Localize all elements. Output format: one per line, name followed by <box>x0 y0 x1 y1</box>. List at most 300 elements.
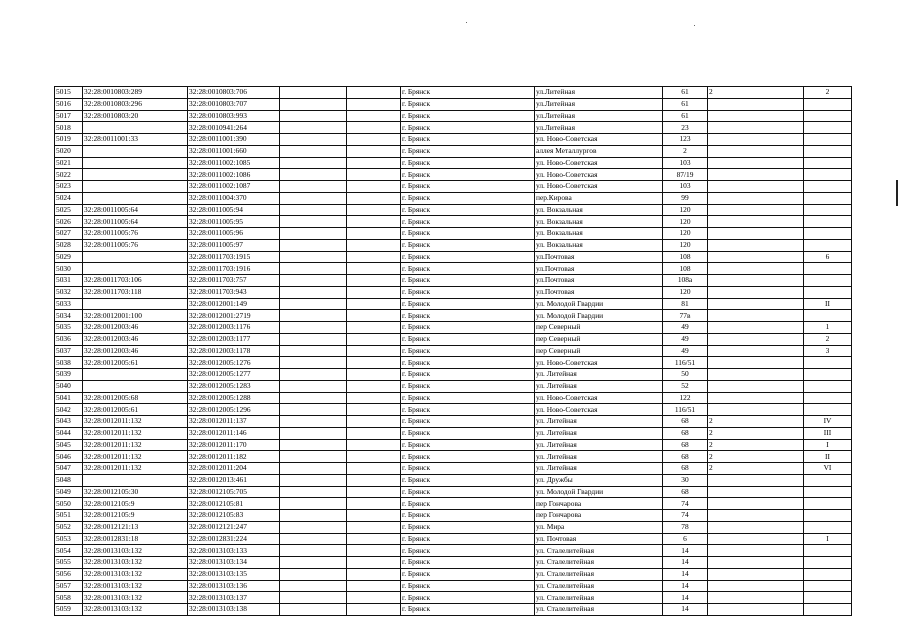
street-cell: ул. Вокзальная <box>535 239 663 251</box>
unit-cell <box>708 404 804 416</box>
city-cell: г. Брянск <box>401 604 535 616</box>
record-number: 5045 <box>55 439 83 451</box>
unit-cell <box>708 380 804 392</box>
empty-cell <box>280 451 347 463</box>
empty-cell <box>347 533 401 545</box>
object-cadastral-number: 32:28:0012005:1277 <box>188 369 280 381</box>
unit-cell <box>708 604 804 616</box>
unit-cell <box>708 545 804 557</box>
house-number-cell: 14 <box>663 568 708 580</box>
page-edge-mark <box>896 180 898 206</box>
city-cell: г. Брянск <box>401 380 535 392</box>
room-cell <box>804 568 852 580</box>
record-number: 5042 <box>55 404 83 416</box>
scan-speck <box>466 22 467 23</box>
object-cadastral-number: 32:28:0012105:81 <box>188 498 280 510</box>
house-number-cell: 120 <box>663 216 708 228</box>
record-number: 5041 <box>55 392 83 404</box>
record-number: 5050 <box>55 498 83 510</box>
street-cell: пер Северный <box>535 322 663 334</box>
record-number: 5032 <box>55 286 83 298</box>
room-cell <box>804 263 852 275</box>
record-number: 5047 <box>55 463 83 475</box>
unit-cell <box>708 239 804 251</box>
street-cell: ул. Ново-Советская <box>535 134 663 146</box>
unit-cell <box>708 310 804 322</box>
street-cell: ул.Почтовая <box>535 263 663 275</box>
record-number: 5021 <box>55 157 83 169</box>
unit-cell <box>708 134 804 146</box>
record-number: 5038 <box>55 357 83 369</box>
street-cell: ул. Литейная <box>535 427 663 439</box>
record-number: 5023 <box>55 181 83 193</box>
city-cell: г. Брянск <box>401 533 535 545</box>
object-cadastral-number: 32:28:0013103:137 <box>188 592 280 604</box>
record-number: 5015 <box>55 87 83 99</box>
table-row <box>55 533 852 545</box>
house-number-cell: 61 <box>663 98 708 110</box>
city-cell: г. Брянск <box>401 580 535 592</box>
house-number-cell: 78 <box>663 521 708 533</box>
house-number-cell: 116/51 <box>663 357 708 369</box>
street-cell: ул. Вокзальная <box>535 204 663 216</box>
parcel-cadastral-number <box>83 181 188 193</box>
empty-cell <box>347 322 401 334</box>
street-cell: ул. Почтовая <box>535 533 663 545</box>
parcel-cadastral-number: 32:28:0012105:30 <box>83 486 188 498</box>
room-cell: III <box>804 427 852 439</box>
room-cell: 2 <box>804 333 852 345</box>
unit-cell <box>708 510 804 522</box>
street-cell: ул.Почтовая <box>535 286 663 298</box>
city-cell: г. Брянск <box>401 545 535 557</box>
city-cell: г. Брянск <box>401 122 535 134</box>
empty-cell <box>347 568 401 580</box>
empty-cell <box>280 545 347 557</box>
empty-cell <box>280 228 347 240</box>
house-number-cell: 120 <box>663 228 708 240</box>
house-number-cell: 122 <box>663 392 708 404</box>
empty-cell <box>280 580 347 592</box>
table-row <box>55 310 852 322</box>
street-cell: ул. Литейная <box>535 463 663 475</box>
room-cell <box>804 122 852 134</box>
unit-cell <box>708 251 804 263</box>
house-number-cell: 52 <box>663 380 708 392</box>
street-cell: ул.Литейная <box>535 87 663 99</box>
object-cadastral-number: 32:28:0012005:1283 <box>188 380 280 392</box>
object-cadastral-number: 32:28:0011001:390 <box>188 134 280 146</box>
house-number-cell: 14 <box>663 592 708 604</box>
table-row <box>55 369 852 381</box>
parcel-cadastral-number: 32:28:0011703:118 <box>83 286 188 298</box>
parcel-cadastral-number: 32:28:0013103:132 <box>83 568 188 580</box>
table-row <box>55 568 852 580</box>
record-number: 5059 <box>55 604 83 616</box>
unit-cell <box>708 286 804 298</box>
unit-cell <box>708 580 804 592</box>
empty-cell <box>347 110 401 122</box>
street-cell: ул. Дружбы <box>535 474 663 486</box>
room-cell <box>804 592 852 604</box>
record-number: 5057 <box>55 580 83 592</box>
room-cell <box>804 228 852 240</box>
unit-cell <box>708 169 804 181</box>
city-cell: г. Брянск <box>401 110 535 122</box>
record-number: 5016 <box>55 98 83 110</box>
house-number-cell: 68 <box>663 439 708 451</box>
table-row <box>55 98 852 110</box>
object-cadastral-number: 32:28:0012011:146 <box>188 427 280 439</box>
object-cadastral-number: 32:28:0011005:95 <box>188 216 280 228</box>
house-number-cell: 61 <box>663 110 708 122</box>
parcel-cadastral-number: 32:28:0011005:64 <box>83 216 188 228</box>
parcel-cadastral-number: 32:28:0012831:18 <box>83 533 188 545</box>
empty-cell <box>280 181 347 193</box>
empty-cell <box>280 192 347 204</box>
room-cell <box>804 169 852 181</box>
street-cell: ул. Литейная <box>535 380 663 392</box>
table-row <box>55 392 852 404</box>
room-cell: I <box>804 439 852 451</box>
parcel-cadastral-number: 32:28:0012011:132 <box>83 451 188 463</box>
parcel-cadastral-number <box>83 474 188 486</box>
parcel-cadastral-number: 32:28:0012005:68 <box>83 392 188 404</box>
empty-cell <box>347 87 401 99</box>
parcel-cadastral-number <box>83 145 188 157</box>
empty-cell <box>347 592 401 604</box>
empty-cell <box>280 357 347 369</box>
object-cadastral-number: 32:28:0012105:705 <box>188 486 280 498</box>
city-cell: г. Брянск <box>401 463 535 475</box>
unit-cell: 2 <box>708 427 804 439</box>
house-number-cell: 120 <box>663 239 708 251</box>
unit-cell <box>708 216 804 228</box>
table-row <box>55 380 852 392</box>
street-cell: ул. Литейная <box>535 369 663 381</box>
table-row <box>55 192 852 204</box>
empty-cell <box>347 580 401 592</box>
room-cell: IV <box>804 416 852 428</box>
unit-cell <box>708 486 804 498</box>
room-cell <box>804 157 852 169</box>
street-cell: ул. Литейная <box>535 439 663 451</box>
empty-cell <box>280 286 347 298</box>
empty-cell <box>280 298 347 310</box>
unit-cell <box>708 498 804 510</box>
object-cadastral-number: 32:28:0012011:137 <box>188 416 280 428</box>
table-row <box>55 498 852 510</box>
record-number: 5043 <box>55 416 83 428</box>
city-cell: г. Брянск <box>401 87 535 99</box>
street-cell: ул. Ново-Советская <box>535 157 663 169</box>
unit-cell <box>708 357 804 369</box>
table-row <box>55 345 852 357</box>
empty-cell <box>280 474 347 486</box>
empty-cell <box>347 380 401 392</box>
record-number: 5037 <box>55 345 83 357</box>
record-number: 5053 <box>55 533 83 545</box>
table-row <box>55 157 852 169</box>
object-cadastral-number: 32:28:0010803:707 <box>188 98 280 110</box>
house-number-cell: 103 <box>663 157 708 169</box>
parcel-cadastral-number <box>83 369 188 381</box>
city-cell: г. Брянск <box>401 498 535 510</box>
empty-cell <box>280 251 347 263</box>
parcel-cadastral-number: 32:28:0012001:100 <box>83 310 188 322</box>
object-cadastral-number: 32:28:0012011:182 <box>188 451 280 463</box>
record-number: 5044 <box>55 427 83 439</box>
empty-cell <box>280 275 347 287</box>
record-number: 5020 <box>55 145 83 157</box>
city-cell: г. Брянск <box>401 451 535 463</box>
city-cell: г. Брянск <box>401 169 535 181</box>
object-cadastral-number: 32:28:0012011:170 <box>188 439 280 451</box>
room-cell: 6 <box>804 251 852 263</box>
room-cell <box>804 275 852 287</box>
street-cell: ул. Молодой Гвардии <box>535 486 663 498</box>
city-cell: г. Брянск <box>401 510 535 522</box>
parcel-cadastral-number: 32:28:0012121:13 <box>83 521 188 533</box>
empty-cell <box>347 369 401 381</box>
record-number: 5017 <box>55 110 83 122</box>
unit-cell <box>708 263 804 275</box>
object-cadastral-number: 32:28:0011005:97 <box>188 239 280 251</box>
empty-cell <box>347 498 401 510</box>
room-cell <box>804 134 852 146</box>
empty-cell <box>347 357 401 369</box>
house-number-cell: 74 <box>663 498 708 510</box>
table-row <box>55 404 852 416</box>
parcel-cadastral-number: 32:28:0013103:132 <box>83 557 188 569</box>
house-number-cell: 2 <box>663 145 708 157</box>
room-cell: 2 <box>804 87 852 99</box>
room-cell: II <box>804 451 852 463</box>
house-number-cell: 14 <box>663 545 708 557</box>
empty-cell <box>347 392 401 404</box>
object-cadastral-number: 32:28:0011005:94 <box>188 204 280 216</box>
city-cell: г. Брянск <box>401 298 535 310</box>
street-cell: ул. Ново-Советская <box>535 181 663 193</box>
empty-cell <box>280 110 347 122</box>
table-row <box>55 427 852 439</box>
empty-cell <box>347 98 401 110</box>
object-cadastral-number: 32:28:0010803:993 <box>188 110 280 122</box>
empty-cell <box>280 98 347 110</box>
object-cadastral-number: 32:28:0010941:264 <box>188 122 280 134</box>
house-number-cell: 120 <box>663 286 708 298</box>
city-cell: г. Брянск <box>401 239 535 251</box>
room-cell <box>804 145 852 157</box>
object-cadastral-number: 32:28:0012001:2719 <box>188 310 280 322</box>
empty-cell <box>280 204 347 216</box>
street-cell: ул.Почтовая <box>535 251 663 263</box>
table-row <box>55 298 852 310</box>
parcel-cadastral-number: 32:28:0013103:132 <box>83 545 188 557</box>
empty-cell <box>347 486 401 498</box>
table-row <box>55 181 852 193</box>
record-number: 5052 <box>55 521 83 533</box>
house-number-cell: 49 <box>663 333 708 345</box>
city-cell: г. Брянск <box>401 474 535 486</box>
city-cell: г. Брянск <box>401 322 535 334</box>
house-number-cell: 14 <box>663 604 708 616</box>
house-number-cell: 123 <box>663 134 708 146</box>
empty-cell <box>347 451 401 463</box>
city-cell: г. Брянск <box>401 181 535 193</box>
table-row <box>55 592 852 604</box>
unit-cell <box>708 110 804 122</box>
record-number: 5055 <box>55 557 83 569</box>
city-cell: г. Брянск <box>401 204 535 216</box>
empty-cell <box>347 439 401 451</box>
parcel-cadastral-number: 32:28:0012003:46 <box>83 345 188 357</box>
empty-cell <box>347 545 401 557</box>
unit-cell <box>708 98 804 110</box>
room-cell <box>804 521 852 533</box>
empty-cell <box>347 181 401 193</box>
city-cell: г. Брянск <box>401 427 535 439</box>
object-cadastral-number: 32:28:0012005:1288 <box>188 392 280 404</box>
table-row <box>55 580 852 592</box>
scan-speck <box>694 25 695 26</box>
empty-cell <box>347 333 401 345</box>
table-row <box>55 322 852 334</box>
unit-cell <box>708 369 804 381</box>
parcel-cadastral-number: 32:28:0012003:46 <box>83 322 188 334</box>
street-cell: ул. Сталелитейная <box>535 604 663 616</box>
room-cell <box>804 110 852 122</box>
record-number: 5051 <box>55 510 83 522</box>
unit-cell <box>708 181 804 193</box>
room-cell <box>804 216 852 228</box>
room-cell <box>804 498 852 510</box>
empty-cell <box>347 345 401 357</box>
record-number: 5029 <box>55 251 83 263</box>
unit-cell: 2 <box>708 416 804 428</box>
house-number-cell: 108а <box>663 275 708 287</box>
city-cell: г. Брянск <box>401 157 535 169</box>
room-cell <box>804 369 852 381</box>
empty-cell <box>347 404 401 416</box>
empty-cell <box>347 251 401 263</box>
unit-cell <box>708 568 804 580</box>
record-number: 5024 <box>55 192 83 204</box>
empty-cell <box>280 239 347 251</box>
parcel-cadastral-number: 32:28:0011703:106 <box>83 275 188 287</box>
empty-cell <box>347 557 401 569</box>
parcel-cadastral-number <box>83 122 188 134</box>
house-number-cell: 6 <box>663 533 708 545</box>
city-cell: г. Брянск <box>401 486 535 498</box>
parcel-cadastral-number <box>83 192 188 204</box>
record-number: 5025 <box>55 204 83 216</box>
record-number: 5036 <box>55 333 83 345</box>
city-cell: г. Брянск <box>401 357 535 369</box>
empty-cell <box>280 463 347 475</box>
city-cell: г. Брянск <box>401 369 535 381</box>
house-number-cell: 68 <box>663 416 708 428</box>
room-cell <box>804 239 852 251</box>
city-cell: г. Брянск <box>401 216 535 228</box>
table-row <box>55 169 852 181</box>
record-number: 5058 <box>55 592 83 604</box>
table-row <box>55 239 852 251</box>
object-cadastral-number: 32:28:0011703:1916 <box>188 263 280 275</box>
table-row <box>55 333 852 345</box>
parcel-cadastral-number: 32:28:0011001:33 <box>83 134 188 146</box>
empty-cell <box>280 333 347 345</box>
empty-cell <box>280 169 347 181</box>
object-cadastral-number: 32:28:0012121:247 <box>188 521 280 533</box>
empty-cell <box>280 380 347 392</box>
city-cell: г. Брянск <box>401 98 535 110</box>
record-number: 5026 <box>55 216 83 228</box>
unit-cell <box>708 298 804 310</box>
room-cell <box>804 204 852 216</box>
empty-cell <box>347 298 401 310</box>
empty-cell <box>347 286 401 298</box>
empty-cell <box>280 533 347 545</box>
street-cell: ул. Литейная <box>535 451 663 463</box>
empty-cell <box>280 369 347 381</box>
house-number-cell: 61 <box>663 87 708 99</box>
object-cadastral-number: 32:28:0012003:1178 <box>188 345 280 357</box>
room-cell <box>804 404 852 416</box>
room-cell <box>804 192 852 204</box>
table-row <box>55 110 852 122</box>
house-number-cell: 108 <box>663 263 708 275</box>
unit-cell <box>708 322 804 334</box>
city-cell: г. Брянск <box>401 310 535 322</box>
street-cell: ул.Литейная <box>535 98 663 110</box>
street-cell: ул.Литейная <box>535 122 663 134</box>
record-number: 5028 <box>55 239 83 251</box>
room-cell <box>804 557 852 569</box>
object-cadastral-number: 32:28:0012013:461 <box>188 474 280 486</box>
empty-cell <box>280 486 347 498</box>
room-cell <box>804 286 852 298</box>
object-cadastral-number: 32:28:0012005:1296 <box>188 404 280 416</box>
parcel-cadastral-number <box>83 298 188 310</box>
room-cell <box>804 580 852 592</box>
parcel-cadastral-number: 32:28:0013103:132 <box>83 604 188 616</box>
house-number-cell: 99 <box>663 192 708 204</box>
house-number-cell: 49 <box>663 322 708 334</box>
house-number-cell: 116/51 <box>663 404 708 416</box>
unit-cell: 2 <box>708 87 804 99</box>
city-cell: г. Брянск <box>401 439 535 451</box>
object-cadastral-number: 32:28:0013103:133 <box>188 545 280 557</box>
unit-cell <box>708 122 804 134</box>
table-row <box>55 134 852 146</box>
unit-cell <box>708 521 804 533</box>
object-cadastral-number: 32:28:0012003:1177 <box>188 333 280 345</box>
street-cell: аллея Металлургов <box>535 145 663 157</box>
street-cell: ул.Почтовая <box>535 275 663 287</box>
table-row <box>55 486 852 498</box>
empty-cell <box>347 275 401 287</box>
table-row <box>55 474 852 486</box>
city-cell: г. Брянск <box>401 404 535 416</box>
parcel-cadastral-number: 32:28:0011005:64 <box>83 204 188 216</box>
record-number: 5039 <box>55 369 83 381</box>
record-number: 5033 <box>55 298 83 310</box>
house-number-cell: 50 <box>663 369 708 381</box>
parcel-cadastral-number <box>83 157 188 169</box>
table-row <box>55 510 852 522</box>
parcel-cadastral-number <box>83 251 188 263</box>
